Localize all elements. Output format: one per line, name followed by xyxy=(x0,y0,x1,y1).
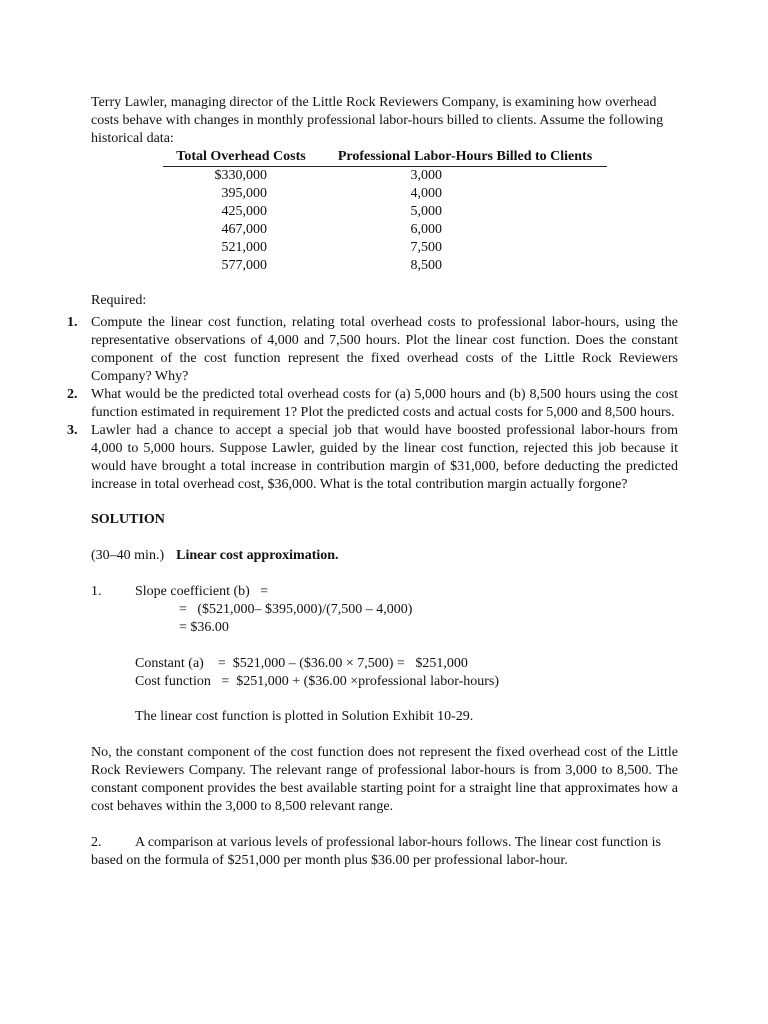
requirement-text: Lawler had a chance to accept a special job that would have boosted professional labor-hours from 4,000 to 5,000 hours. Suppose Lawler, guided by the linear cost function, rejected this job because it would have brought a total increase in contribution margin of $31,000, before deducting the predicted increase in total overhead cost, $36,000. What is the total contribution margin actually forgone? xyxy=(91,423,678,492)
paragraph-number: 2. xyxy=(91,835,102,850)
requirement-number: 1. xyxy=(67,315,78,330)
constant-block xyxy=(135,655,678,691)
table-header-row xyxy=(163,148,607,167)
requirement-text: What would be the predicted total overhead costs for (a) 5,000 hours and (b) 8,500 hours using the cost function estimated in requirement 1? Plot the predicted costs and actual costs for 5,000 and 8,500 hours. xyxy=(91,387,678,420)
cost-function-line: Cost function = $251,000 + ($36.00 ×professional labor-hours) xyxy=(135,674,500,689)
table-row xyxy=(163,167,607,186)
slope-formula: = ($521,000– $395,000)/(7,500 – 4,000) xyxy=(179,602,413,617)
constant-explanation-paragraph: No, the constant component of the cost function does not represent the fixed overhead cost of the Little Rock Reviewers Company. The relevant range of professional labor-hours is from 3,000 to 8,500. The constant component provides the best available starting point for a straight line that approximates how a cost behaves within the 3,000 to 8,500 relevant range. xyxy=(91,745,678,814)
cell-overhead-cost: 467,000 xyxy=(221,222,267,237)
comparison-paragraph xyxy=(91,834,678,870)
timing-line xyxy=(91,547,678,565)
comparison-text: A comparison at various levels of professional labor-hours follows. The linear cost function is based on the formula of $251,000 per month plus $36.00 per professional labor-hour. xyxy=(91,835,661,868)
topic-text: Linear cost approximation. xyxy=(176,548,339,563)
document-page xyxy=(67,94,678,870)
slope-result: = $36.00 xyxy=(179,620,229,635)
requirement-number: 3. xyxy=(67,423,78,438)
cell-labor-hours: 8,500 xyxy=(410,258,442,273)
required-label: Required: xyxy=(91,293,147,308)
table-row xyxy=(163,257,607,275)
solution-heading: SOLUTION xyxy=(91,512,165,527)
constant-line: Constant (a) = $521,000 – ($36.00 × 7,500) = $251,000 xyxy=(135,656,468,671)
calc-number: 1. xyxy=(91,584,102,599)
timing-text: (30–40 min.) xyxy=(91,548,165,563)
requirement-text: Compute the linear cost function, relating total overhead costs to professional labor-hours, using the representative observations of 4,000 and 7,500 hours. Plot the linear cost function. Does the constant component of the cost function represent the fixed overhead costs of the Little Rock Reviewers Company? Why? xyxy=(91,315,678,384)
requirements-list xyxy=(67,314,678,494)
slope-calculation xyxy=(91,583,678,637)
cell-overhead-cost: 521,000 xyxy=(221,240,267,255)
header-labor-hours: Professional Labor-Hours Billed to Clients xyxy=(319,148,607,167)
requirement-item xyxy=(67,422,678,494)
header-total-overhead-costs: Total Overhead Costs xyxy=(163,148,319,167)
cell-overhead-cost: $330,000 xyxy=(214,168,267,183)
requirement-item xyxy=(67,386,678,422)
cell-overhead-cost: 425,000 xyxy=(221,204,267,219)
cell-overhead-cost: 395,000 xyxy=(221,186,267,201)
historical-data-table xyxy=(163,148,607,275)
intro-paragraph: Terry Lawler, managing director of the Little Rock Reviewers Company, is examining how overhead costs behave with changes in monthly professional labor-hours billed to clients. Assume the following historical data: xyxy=(91,95,664,146)
table-row xyxy=(163,221,607,239)
plot-note: The linear cost function is plotted in Solution Exhibit 10-29. xyxy=(135,709,474,724)
cell-labor-hours: 4,000 xyxy=(410,186,442,201)
table-row xyxy=(163,185,607,203)
table-row xyxy=(163,239,607,257)
cell-labor-hours: 3,000 xyxy=(410,168,442,183)
cell-labor-hours: 6,000 xyxy=(410,222,442,237)
requirement-number: 2. xyxy=(67,387,78,402)
requirement-item xyxy=(67,314,678,386)
cell-overhead-cost: 577,000 xyxy=(221,258,267,273)
cell-labor-hours: 7,500 xyxy=(410,240,442,255)
table-row xyxy=(163,203,607,221)
cell-labor-hours: 5,000 xyxy=(410,204,442,219)
slope-line: Slope coefficient (b) = xyxy=(135,584,269,599)
